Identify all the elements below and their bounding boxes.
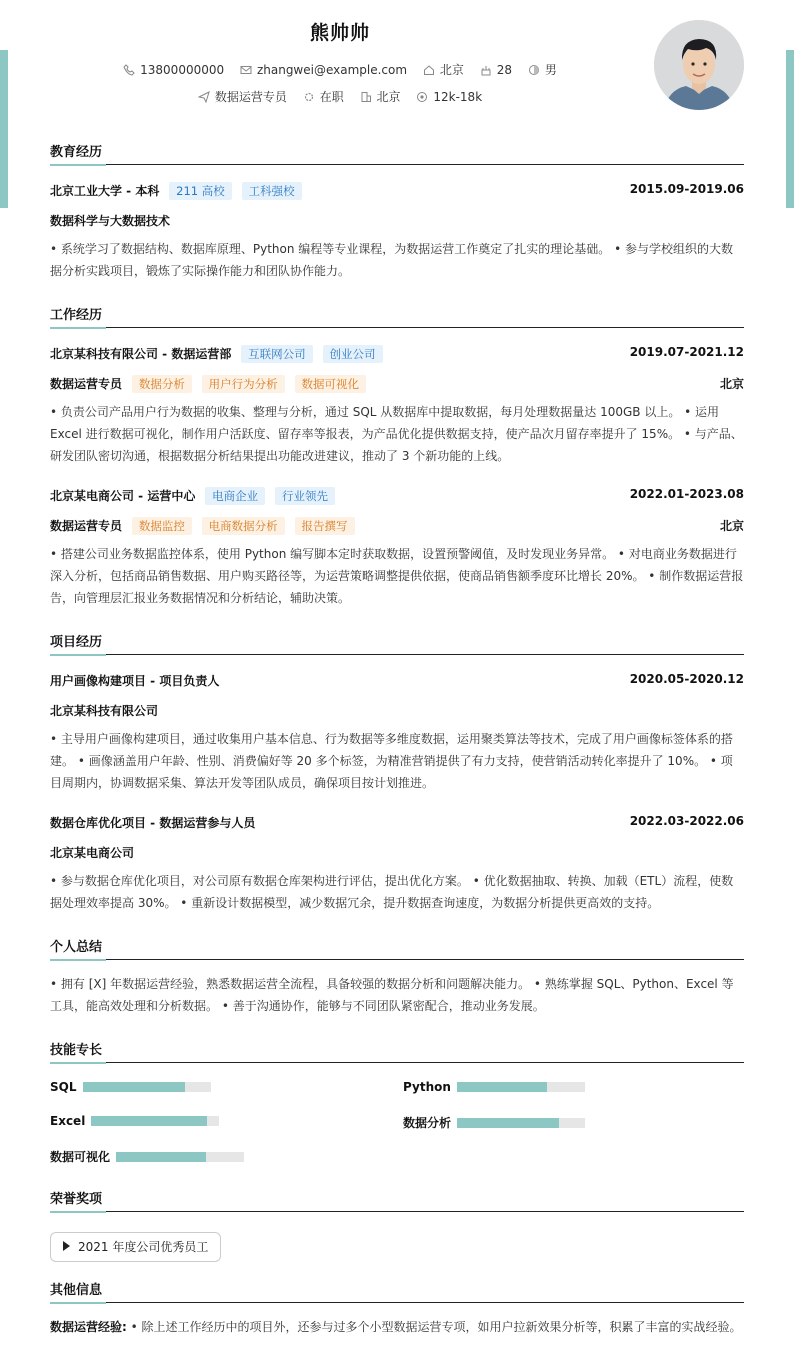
skill-bar-fill bbox=[457, 1118, 559, 1128]
projects-title: 项目经历 bbox=[50, 631, 744, 655]
phone-icon bbox=[123, 64, 135, 76]
other-desc: • 除上述工作经历中的项目外，还参与过多个小型数据运营专项，如用户拉新效果分析等，积累了丰富的实战经验。 bbox=[130, 1320, 742, 1334]
company-tag: 行业领先 bbox=[275, 487, 335, 505]
education-date: 2015.09-2019.06 bbox=[629, 182, 744, 196]
other-title: 其他信息 bbox=[50, 1279, 744, 1303]
project-header-row bbox=[50, 672, 744, 689]
skill-name: SQL bbox=[50, 1080, 77, 1094]
skill-bar-fill bbox=[457, 1082, 547, 1092]
company-name: 北京某电商公司 - 运营中心 bbox=[50, 489, 196, 503]
skills-title: 技能专长 bbox=[50, 1039, 744, 1063]
target-job-text: 数据运营专员 bbox=[214, 90, 287, 104]
phone-info bbox=[123, 63, 224, 77]
summary-desc: • 拥有 [X] 年数据运营经验，熟悉数据运营全流程，具备较强的数据分析和问题解决能力。 • 熟练掌握 SQL、Python、Excel 等工具，能高效处理和分析数据。 • 善于沟通协作，能够与不同团队紧密配合，推动业务发展。 bbox=[50, 977, 734, 1013]
skill-tag: 用户行为分析 bbox=[202, 375, 285, 393]
skill-bar bbox=[83, 1082, 211, 1092]
skill-name: 数据分析 bbox=[403, 1116, 452, 1130]
school-name: 北京工业大学 - 本科 bbox=[50, 184, 160, 198]
education-title: 教育经历 bbox=[50, 141, 744, 165]
target-job-info bbox=[198, 88, 287, 105]
work-date: 2022.01-2023.08 bbox=[629, 487, 744, 501]
work-date: 2019.07-2021.12 bbox=[629, 345, 744, 359]
mail-icon bbox=[240, 64, 252, 76]
work-role-row bbox=[50, 375, 744, 393]
skill-tag: 电商数据分析 bbox=[202, 517, 285, 535]
candidate-name: 熊帅帅 bbox=[309, 22, 370, 44]
salary-icon bbox=[416, 91, 428, 103]
job-role: 数据运营专员 bbox=[50, 377, 123, 391]
target-city-text: 北京 bbox=[376, 90, 401, 104]
skill-bar-fill bbox=[116, 1152, 206, 1162]
company-name: 北京某科技有限公司 - 数据运营部 bbox=[50, 347, 232, 361]
work-desc: • 负责公司产品用户行为数据的收集、整理与分析，通过 SQL 从数据库中提取数据，每月处理数据量达 100GB 以上。 • 运用 Excel 进行数据可视化，制作用户活跃度、留存率等报表，为产品优化提供数据支持，使产品次月留存率提升了 15%。 • 与产品、研发团队密切沟通，根据数据分析结果提出功能改进建议，推动了 3 个新功能的上线。 bbox=[50, 405, 743, 463]
skill-item bbox=[50, 1148, 244, 1165]
education-major: 数据科学与大数据技术 bbox=[50, 214, 171, 228]
summary-section bbox=[50, 936, 744, 1013]
age-text: 28 bbox=[496, 63, 513, 77]
project-name: 数据仓库优化项目 - 数据运营参与人员 bbox=[50, 816, 256, 830]
work-company-row bbox=[50, 487, 744, 505]
projects-section bbox=[50, 631, 744, 910]
skill-bar bbox=[91, 1116, 219, 1126]
status-icon bbox=[303, 91, 315, 103]
work-title: 工作经历 bbox=[50, 304, 744, 328]
skill-bar-fill bbox=[83, 1082, 185, 1092]
work-role-row bbox=[50, 517, 744, 535]
award-text: 2021 年度公司优秀员工 bbox=[78, 1240, 209, 1254]
gender-text: 男 bbox=[544, 63, 557, 77]
home-icon bbox=[423, 64, 435, 76]
project-name: 用户画像构建项目 - 项目负责人 bbox=[50, 674, 220, 688]
skill-item bbox=[403, 1114, 585, 1131]
skill-item bbox=[50, 1080, 211, 1094]
gender-icon bbox=[528, 64, 540, 76]
project-date: 2022.03-2022.06 bbox=[629, 814, 744, 828]
expand-triangle-icon bbox=[63, 1241, 70, 1251]
work-company-row bbox=[50, 345, 744, 363]
gender-info bbox=[528, 61, 557, 78]
project-desc: • 主导用户画像构建项目，通过收集用户基本信息、行为数据等多维度数据，运用聚类算法等技术，完成了用户画像标签体系的搭建。 • 画像涵盖用户年龄、性别、消费偏好等 20 多个标签，为精准营销提供了有力支持，使营销活动转化率提升了 10%。 • 项目周期内，协调数据采集、算法开发等团队成员，确保项目按计划推进。 bbox=[50, 732, 733, 790]
cake-icon bbox=[480, 64, 492, 76]
skill-bar bbox=[457, 1118, 585, 1128]
city-text: 北京 bbox=[439, 63, 464, 77]
other-info-row bbox=[50, 1316, 744, 1338]
skill-name: Excel bbox=[50, 1114, 86, 1128]
avatar-portrait bbox=[654, 20, 744, 110]
building-icon bbox=[360, 91, 372, 103]
work-section bbox=[50, 304, 744, 605]
send-icon bbox=[198, 91, 210, 103]
company-tag: 创业公司 bbox=[323, 345, 383, 363]
skill-tag: 数据分析 bbox=[132, 375, 192, 393]
age-info bbox=[480, 63, 512, 77]
school-tag: 211 高校 bbox=[169, 182, 232, 200]
skill-tag: 数据可视化 bbox=[295, 375, 367, 393]
status-text: 在职 bbox=[319, 90, 344, 104]
skill-tag: 数据监控 bbox=[132, 517, 192, 535]
phone-text: 13800000000 bbox=[140, 63, 225, 77]
education-desc: • 系统学习了数据结构、数据库原理、Python 编程等专业课程，为数据运营工作奠定了扎实的理论基础。 • 参与学校组织的大数据分析实践项目，锻炼了实际操作能力和团队协作能力。 bbox=[50, 242, 734, 278]
job-intent-row bbox=[0, 88, 680, 105]
project-desc: • 参与数据仓库优化项目，对公司原有数据仓库架构进行评估，提出优化方案。 • 优化数据抽取、转换、加载（ETL）流程，使数据处理效率提高 30%。 • 重新设计数据模型，减少数据冗余，提升数据查询速度，为数据分析提供更高效的支持。 bbox=[50, 874, 734, 910]
salary-info bbox=[416, 90, 482, 104]
skill-name: Python bbox=[403, 1080, 451, 1094]
education-school-row bbox=[50, 182, 744, 200]
award-item[interactable] bbox=[50, 1232, 221, 1262]
skill-item bbox=[50, 1114, 219, 1128]
school-tag: 工科强校 bbox=[242, 182, 302, 200]
other-label: 数据运营经验: bbox=[50, 1320, 127, 1334]
company-tag: 互联网公司 bbox=[241, 345, 313, 363]
awards-section bbox=[50, 1188, 744, 1254]
education-section bbox=[50, 141, 744, 278]
status-info bbox=[303, 88, 344, 105]
project-company: 北京某科技有限公司 bbox=[50, 704, 159, 718]
skill-bar-fill bbox=[91, 1116, 206, 1126]
job-role: 数据运营专员 bbox=[50, 519, 123, 533]
other-section bbox=[50, 1279, 744, 1334]
work-location: 北京 bbox=[719, 377, 744, 391]
email-info bbox=[240, 63, 407, 77]
email-text: zhangwei@example.com bbox=[256, 63, 408, 77]
skill-bar bbox=[457, 1082, 585, 1092]
avatar bbox=[654, 20, 744, 110]
work-location: 北京 bbox=[719, 519, 744, 533]
company-tag: 电商企业 bbox=[205, 487, 265, 505]
contact-row bbox=[0, 61, 680, 78]
salary-text: 12k-18k bbox=[433, 90, 483, 104]
skills-section bbox=[50, 1039, 744, 1164]
awards-title: 荣誉奖项 bbox=[50, 1188, 744, 1212]
project-company: 北京某电商公司 bbox=[50, 846, 135, 860]
project-header-row bbox=[50, 814, 744, 831]
skill-bar bbox=[116, 1152, 244, 1162]
skill-item bbox=[403, 1080, 585, 1094]
resume-header bbox=[0, 0, 794, 130]
skill-name: 数据可视化 bbox=[50, 1150, 111, 1164]
project-date: 2020.05-2020.12 bbox=[629, 672, 744, 686]
target-city-info bbox=[360, 88, 401, 105]
summary-title: 个人总结 bbox=[50, 936, 744, 960]
city-info bbox=[423, 61, 464, 78]
work-desc: • 搭建公司业务数据监控体系，使用 Python 编写脚本定时获取数据，设置预警阈值，及时发现业务异常。 • 对电商业务数据进行深入分析，包括商品销售数据、用户购买路径等，为运营策略调整提供依据，使商品销售额季度环比增长 20%。 • 制作数据运营报告，向管理层汇报业务数据情况和分析结论，辅助决策。 bbox=[50, 547, 744, 605]
skill-tag: 报告撰写 bbox=[295, 517, 355, 535]
